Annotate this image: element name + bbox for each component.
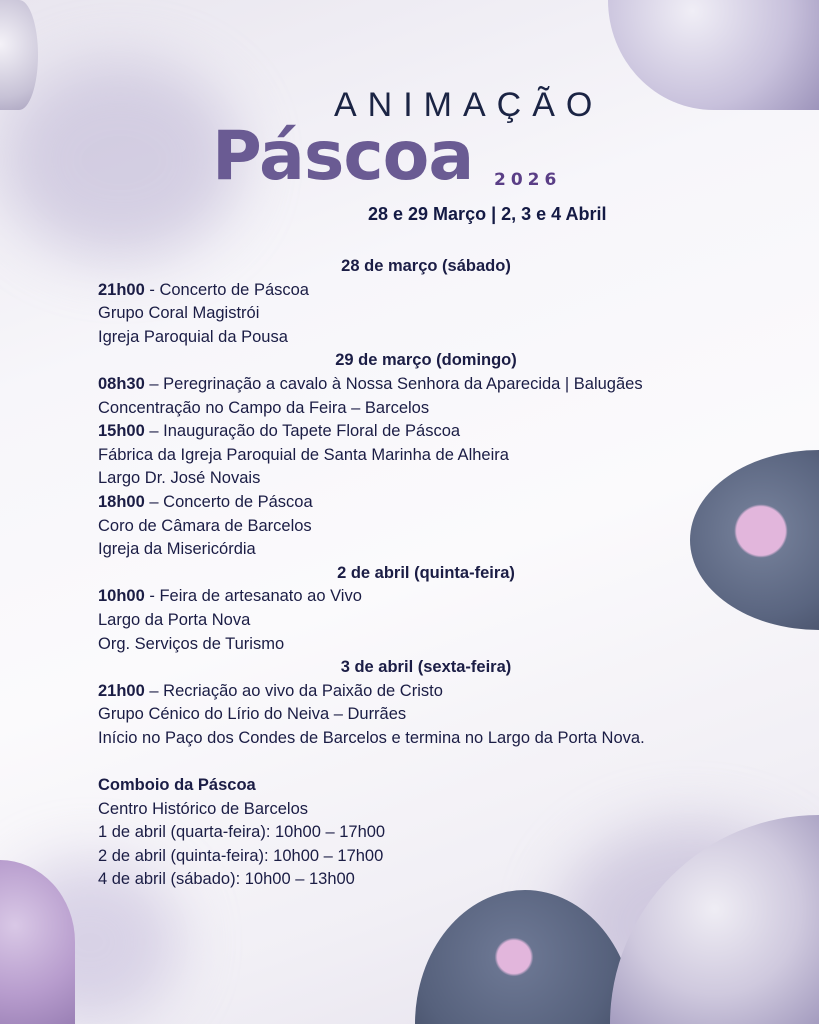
event-separator: - bbox=[144, 587, 160, 606]
event-time: 08h30 bbox=[98, 374, 145, 393]
train-section bbox=[98, 774, 758, 892]
event-title: Inauguração do Tapete Floral de Páscoa bbox=[163, 422, 461, 441]
event-title-line bbox=[98, 373, 758, 397]
event-time: 21h00 bbox=[98, 280, 145, 299]
title-pascoa: Páscoa bbox=[212, 117, 474, 196]
event-title-line bbox=[98, 585, 758, 609]
event-title: Peregrinação a cavalo à Nossa Senhora da Aparecida | Balugães bbox=[163, 374, 643, 393]
program bbox=[98, 255, 758, 892]
event-title: Recriação ao vivo da Paixão de Cristo bbox=[163, 681, 443, 700]
day-section bbox=[98, 349, 758, 561]
train-title: Comboio da Páscoa bbox=[98, 776, 256, 795]
day-section bbox=[98, 562, 758, 656]
event-title-line bbox=[98, 420, 758, 444]
event-separator: – bbox=[144, 681, 164, 700]
event-detail: Concentração no Campo da Feira – Barcelos bbox=[98, 398, 430, 417]
event-title: Concerto de Páscoa bbox=[159, 280, 309, 299]
event-time: 10h00 bbox=[98, 587, 145, 606]
event-title-line bbox=[98, 491, 758, 515]
event-separator: – bbox=[144, 422, 164, 441]
event-detail: Início no Paço dos Condes de Barcelos e termina no Largo da Porta Nova. bbox=[98, 728, 645, 747]
event-time: 21h00 bbox=[98, 681, 145, 700]
year-label: 2026 bbox=[494, 170, 562, 190]
event-time: 18h00 bbox=[98, 492, 145, 511]
event-time: 15h00 bbox=[98, 422, 145, 441]
event-title: Concerto de Páscoa bbox=[163, 492, 313, 511]
day-section bbox=[98, 656, 758, 750]
spacer bbox=[98, 750, 758, 774]
event-detail: Largo da Porta Nova bbox=[98, 610, 251, 629]
title-animacao: ANIMAÇÃO bbox=[334, 86, 604, 124]
event-detail: Igreja Paroquial da Pousa bbox=[98, 327, 288, 346]
event-detail: Coro de Câmara de Barcelos bbox=[98, 516, 312, 535]
egg-decoration bbox=[0, 0, 38, 110]
train-detail: 4 de abril (sábado): 10h00 – 13h00 bbox=[98, 870, 355, 889]
event-title-line bbox=[98, 680, 758, 704]
event-detail: Org. Serviços de Turismo bbox=[98, 634, 285, 653]
train-detail: 2 de abril (quinta-feira): 10h00 – 17h00 bbox=[98, 846, 384, 865]
background-wash bbox=[0, 60, 240, 260]
egg-decoration bbox=[608, 0, 819, 110]
day-heading: 3 de abril (sexta-feira) bbox=[340, 658, 512, 677]
day-heading: 2 de abril (quinta-feira) bbox=[337, 563, 515, 582]
event-title-line bbox=[98, 279, 758, 303]
event-separator: - bbox=[144, 280, 160, 299]
event-detail: Grupo Coral Magistrói bbox=[98, 304, 260, 323]
day-section bbox=[98, 255, 758, 349]
train-detail: Centro Histórico de Barcelos bbox=[98, 799, 309, 818]
event-detail: Igreja da Misericórdia bbox=[98, 540, 256, 559]
event-detail: Grupo Cénico do Lírio do Neiva – Durrães bbox=[98, 705, 407, 724]
event-detail: Fábrica da Igreja Paroquial de Santa Marinha de Alheira bbox=[98, 445, 509, 464]
day-heading: 28 de março (sábado) bbox=[341, 257, 511, 275]
event-separator: – bbox=[144, 374, 164, 393]
day-heading: 29 de março (domingo) bbox=[335, 351, 517, 370]
event-dates: 28 e 29 Março | 2, 3 e 4 Abril bbox=[368, 204, 607, 224]
event-title: Feira de artesanato ao Vivo bbox=[159, 587, 362, 606]
event-detail: Largo Dr. José Novais bbox=[98, 469, 261, 488]
train-detail: 1 de abril (quarta-feira): 10h00 – 17h00 bbox=[98, 823, 386, 842]
event-separator: – bbox=[144, 492, 164, 511]
